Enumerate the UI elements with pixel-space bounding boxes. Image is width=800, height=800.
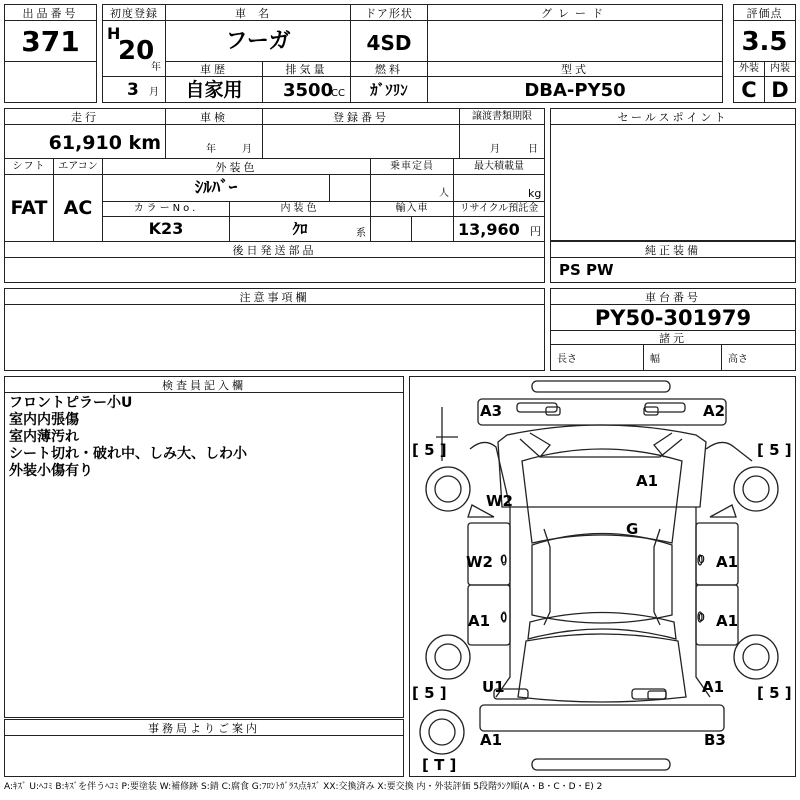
- genuine-header: [550, 241, 796, 258]
- mark-w2-left: W2: [466, 553, 493, 571]
- car-name-header: [165, 4, 351, 21]
- insp-year-unit: 年: [206, 144, 216, 155]
- trunk-lid: [518, 634, 686, 702]
- inspector-note: 室内内張傷: [9, 412, 79, 428]
- chassis-label: 車台番号: [645, 291, 701, 304]
- spec-height-box: [721, 344, 796, 371]
- mark-a2: A2: [703, 402, 726, 420]
- inspector-header: [4, 376, 404, 393]
- recycle-unit: 円: [530, 225, 541, 238]
- grade-box: [427, 20, 723, 62]
- interior-label: 内装: [770, 63, 790, 74]
- office-box: [4, 735, 404, 777]
- inspection-box: [165, 124, 263, 159]
- mileage-box: [4, 124, 166, 159]
- reg-no-box: [262, 124, 460, 159]
- wiper-right: [654, 433, 672, 457]
- lot-no-header: [4, 4, 97, 21]
- ac-header: [53, 158, 103, 175]
- ext-color-header: [102, 158, 371, 175]
- mark-a1-hood: A1: [636, 472, 659, 490]
- car-name: フーガ: [225, 29, 291, 54]
- int-color-unit: 系: [356, 228, 366, 239]
- fuel: ｶﾞｿﾘﾝ: [370, 81, 408, 99]
- sales-point-box: [550, 124, 796, 241]
- sales-point-label: セールスポイント: [617, 111, 729, 124]
- lot-no: 371: [21, 25, 80, 58]
- mark-a1-right-1: A1: [716, 553, 739, 571]
- transfer-label: 譲渡書類期限: [472, 111, 532, 122]
- exterior-header: [733, 61, 765, 77]
- shift: FAT: [10, 197, 48, 219]
- svg-text:0: 0: [698, 553, 705, 566]
- mileage-header: [4, 108, 166, 125]
- specs-label: 諸元: [659, 332, 687, 345]
- color-no-box: [102, 216, 230, 242]
- lot-no-blank: [4, 61, 97, 103]
- inspector-notes-box: [4, 392, 404, 718]
- fuel-header: [350, 61, 428, 77]
- reg-no-header: [262, 108, 460, 125]
- month-unit: 月: [149, 87, 159, 98]
- spec-width-label: 幅: [650, 354, 660, 365]
- first-reg-month: 3: [127, 80, 139, 100]
- mark-g-glass: G: [626, 520, 639, 538]
- inspector-note: 室内薄汚れ: [9, 429, 79, 445]
- transfer-box: [459, 124, 545, 159]
- notes-box: [4, 304, 545, 371]
- first-reg-label: 初度登録: [110, 7, 158, 20]
- recycle-label: リサイクル預託金: [459, 203, 539, 214]
- grade-label: グレード: [541, 7, 609, 20]
- car-name-box: [165, 20, 351, 62]
- cabin-left-line: [544, 529, 550, 625]
- ac-label: エアコン: [58, 161, 98, 172]
- color-no: K23: [148, 219, 184, 238]
- sales-point-header: [550, 108, 796, 125]
- mark-tire-rl: [ 5 ]: [412, 684, 447, 702]
- score-box: [733, 20, 796, 62]
- ac-box: [53, 174, 103, 242]
- capacity-label: 乗車定員: [390, 161, 434, 172]
- displacement-box: [262, 76, 351, 103]
- first-reg-month-box: [102, 76, 166, 103]
- door-type: 4SD: [366, 31, 412, 55]
- color-no-header: [102, 201, 230, 217]
- year-unit: 年: [151, 62, 161, 73]
- ext-color: ｼﾙﾊﾞｰ: [194, 178, 238, 198]
- fuel-box: [350, 76, 428, 103]
- import-box-2: [411, 216, 454, 242]
- mark-tire-rr: [ 5 ]: [757, 684, 792, 702]
- load-box: [453, 174, 545, 202]
- office-header: [4, 719, 404, 736]
- chassis-box: [550, 304, 796, 331]
- displacement-label: 排気量: [285, 63, 328, 76]
- mark-a1-left-2: A1: [468, 612, 491, 630]
- door-header: [350, 4, 428, 21]
- mark-a1-bottom: A1: [480, 731, 503, 749]
- shift-header: [4, 158, 54, 175]
- era: H: [107, 24, 121, 43]
- ac: AC: [63, 197, 93, 219]
- mark-w2-top: W2: [486, 492, 513, 510]
- int-color-box: [229, 216, 371, 242]
- model-label: 型式: [561, 63, 589, 76]
- mark-tire-fr: [ 5 ]: [757, 441, 792, 459]
- shift-box: [4, 174, 54, 242]
- inspector-note: 外装小傷有り: [9, 463, 93, 479]
- model-box: [427, 76, 723, 103]
- hood: [498, 425, 706, 507]
- score-label: 評価点: [746, 7, 783, 20]
- history: 自家用: [185, 79, 243, 101]
- mark-b3: B3: [704, 731, 726, 749]
- recycle-box: [453, 216, 545, 242]
- transfer-day-unit: 日: [528, 144, 538, 155]
- mark-a3: A3: [480, 402, 503, 420]
- genuine-equipment: PS PW: [559, 261, 614, 279]
- genuine-box: [550, 257, 796, 283]
- transfer-header: [459, 108, 545, 125]
- capacity-header: [370, 158, 454, 175]
- right-mirror: [710, 505, 736, 517]
- import-header: [370, 201, 454, 217]
- genuine-label: 純正装備: [645, 244, 701, 257]
- notes-label: 注意事項欄: [239, 291, 310, 304]
- wiper-left: [530, 433, 550, 457]
- spec-length-box: [550, 344, 644, 371]
- inspection-header: [165, 108, 263, 125]
- exterior-grade: C: [741, 78, 757, 102]
- front-bumper-panel: [478, 399, 726, 425]
- shift-label: シフト: [12, 161, 46, 172]
- mileage: 61,910 km: [48, 132, 161, 154]
- chassis-header: [550, 288, 796, 305]
- spec-width-box: [643, 344, 722, 371]
- lot-no-box: [4, 20, 97, 62]
- ext-color-extra: [329, 174, 371, 202]
- mark-a1-rear: A1: [702, 678, 725, 696]
- front-bumper: [532, 381, 670, 392]
- fuel-label: 燃料: [375, 63, 403, 76]
- grade-header: [427, 4, 723, 21]
- int-color: ｸﾛ: [292, 220, 308, 238]
- specs-header: [550, 330, 796, 345]
- import-label: 輸入車: [395, 203, 429, 214]
- legend: A:ｷｽﾞ U:ﾍｺﾐ B:ｷｽﾞを伴うﾍｺﾐ P:要塗装 W:補修跡 S:錆 C:腐食 G:ﾌﾛﾝﾄｶﾞﾗｽ点ｷｽﾞ XX:交換済み X:要交換 内・外装評価 5段階ﾗﾝｸ順(A・B・C・D・E) 2: [4, 782, 603, 792]
- transfer-month-unit: 月: [490, 144, 500, 155]
- exterior-box: [733, 76, 765, 103]
- chassis-number: PY50-301979: [594, 306, 752, 330]
- displacement-header: [262, 61, 351, 77]
- inspector-note: シート切れ・破れ中、しみ大、しわ小: [9, 446, 247, 462]
- later-parts-box: [4, 257, 545, 283]
- ext-color-label: 外装色: [215, 161, 258, 174]
- mark-u1: U1: [482, 678, 505, 696]
- windshield: [522, 449, 682, 543]
- mark-a1-right-2: A1: [716, 612, 739, 630]
- history-box: [165, 76, 263, 103]
- door-box: [350, 20, 428, 62]
- spec-length-label: 長さ: [557, 354, 577, 365]
- history-label: 車歴: [200, 63, 228, 76]
- first-reg-box: [102, 20, 166, 77]
- int-color-header: [229, 201, 371, 217]
- rear-bumper-panel: [480, 705, 724, 731]
- import-box: [370, 216, 412, 242]
- recycle-header: [453, 201, 545, 217]
- color-no-label: カラーNo.: [133, 203, 199, 214]
- rear-window: [528, 613, 676, 640]
- lot-no-label: 出品番号: [22, 7, 79, 20]
- inspector-note: フロントピラー小U: [9, 395, 133, 411]
- score-header: [733, 4, 796, 21]
- car-diagram-box: [409, 376, 796, 777]
- notes-header: [4, 288, 545, 305]
- later-parts-label: 後日発送部品: [232, 244, 317, 257]
- interior-header: [764, 61, 796, 77]
- displacement: 3500: [283, 80, 334, 101]
- model: DBA-PY50: [524, 80, 626, 101]
- mark-trunk: [ T ]: [422, 756, 457, 774]
- displacement-unit: CC: [331, 88, 345, 99]
- later-parts-header: [4, 241, 545, 258]
- svg-text:0: 0: [698, 611, 705, 624]
- reg-no-label: 登録番号: [333, 111, 389, 124]
- car-diagram: [410, 377, 795, 776]
- interior-grade: D: [771, 78, 789, 102]
- rear-bumper: [532, 759, 670, 770]
- score: 3.5: [741, 27, 788, 57]
- insp-month-unit: 月: [242, 144, 252, 155]
- svg-text:0: 0: [500, 553, 507, 566]
- spec-height-label: 高さ: [728, 354, 748, 365]
- recycle: 13,960: [458, 220, 520, 239]
- capacity-unit: 人: [439, 188, 449, 199]
- car-name-label: 車名: [235, 7, 281, 20]
- exterior-label: 外装: [739, 63, 759, 74]
- roof: [532, 534, 672, 624]
- mark-tire-fl: [ 5 ]: [412, 441, 447, 459]
- first-reg-year: 20: [118, 36, 155, 66]
- ext-color-box: [102, 174, 330, 202]
- history-header: [165, 61, 263, 77]
- load-label: 最大積載量: [474, 161, 524, 172]
- capacity-box: [370, 174, 454, 202]
- model-header: [427, 61, 723, 77]
- mileage-label: 走行: [71, 111, 99, 124]
- load-header: [453, 158, 545, 175]
- door-label: ドア形状: [365, 7, 413, 20]
- inspection-label: 車検: [200, 111, 228, 124]
- load-unit: kg: [528, 187, 542, 200]
- int-color-label: 内装色: [280, 203, 320, 214]
- cabin-right-line: [654, 529, 660, 625]
- svg-text:0: 0: [500, 611, 507, 624]
- office-label: 事務局よりご案内: [148, 722, 260, 735]
- first-reg-header: [102, 4, 166, 21]
- interior-box: [764, 76, 796, 103]
- inspector-label: 検査員記入欄: [162, 379, 246, 392]
